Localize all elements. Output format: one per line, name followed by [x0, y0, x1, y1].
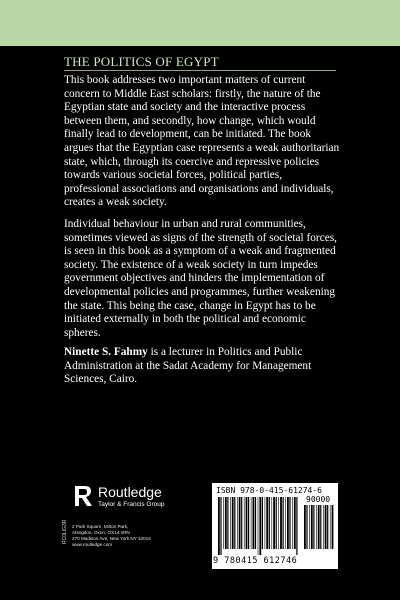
barcode-bar [320, 505, 321, 549]
barcode-bar [323, 505, 324, 549]
barcode-bar [318, 505, 320, 549]
address-line: 2 Park Square, Milton Park, [72, 524, 129, 529]
barcode-bar [325, 505, 327, 549]
barcode-bar [280, 497, 282, 549]
address-line: Abingdon, Oxon, OX14 4RN [72, 530, 130, 535]
blurb-paragraph-2: Individual behaviour in urban and rural communities, sometimes viewed as signs of the strength of societal forces, is seen in this book as a symptom of a weak and fragmented society. The existence of a weak society in turn impedes government objectives and hinders the implementation of developmental policies and programmes, further weakening the state. This being the case, change in Egypt has to be initiated externally in both the political and economic spheres. [64, 217, 337, 339]
price-addon-code: 90000 [306, 495, 331, 504]
ean-barcode [218, 497, 300, 555]
barcode-bar [316, 505, 317, 549]
barcode-bar [272, 497, 273, 549]
barcode-bar [234, 497, 235, 549]
barcode-bar [220, 497, 221, 555]
barcode-bar [232, 497, 234, 549]
publisher-website: www.routledge.com [72, 542, 113, 547]
barcode-bar [294, 497, 296, 549]
barcode-bar [255, 497, 256, 549]
publisher-group: Taylor & Francis Group [98, 501, 165, 508]
barcode-bar [248, 497, 249, 549]
addon-barcode [304, 505, 334, 555]
barcode-bar [227, 497, 228, 549]
barcode-bar [230, 497, 231, 549]
barcode-bar [309, 505, 310, 549]
author-bio-text: is a lecturer in Politics and Public Administration at the Sadat Academy for Management Sciences, Cairo. [64, 346, 312, 386]
blurb-paragraph-1: This book addresses two important matters of current concern to Middle East scholars: firstly, the nature of the Egyptian state and society and the interactive process between them, and secondly, how change, which would finally lead to development, can be initiated. The book argues that the Egyptian case represents a weak authoritarian state, which, through its coercive and repressive policies towards various societal forces, political parties, professional associations and organisations and individuals, creates a weak society. [64, 74, 340, 209]
barcode-bar [265, 497, 266, 549]
barcode-bar [289, 497, 290, 549]
barcode-bar [332, 505, 334, 549]
barcode-panel [212, 483, 338, 569]
publisher-address [72, 524, 151, 548]
blurb [64, 74, 340, 395]
barcode-bar [304, 505, 306, 549]
barcode-bar [278, 497, 279, 549]
barcode-bar [292, 497, 293, 549]
barcode-bar [276, 497, 277, 549]
publisher-name: Routledge [98, 484, 162, 500]
barcode-bar [259, 497, 261, 555]
barcode-bar [258, 497, 259, 555]
barcode-bar [285, 497, 286, 549]
title-divider [64, 70, 336, 71]
barcode-bar [266, 497, 268, 549]
barcode-bar [223, 497, 224, 549]
barcode-bar [244, 497, 245, 549]
author-name: Ninette S. Fahmy [64, 346, 148, 359]
publisher-block [62, 480, 202, 580]
barcode-bar [218, 497, 220, 555]
barcode-bar [246, 497, 248, 549]
barcode-bar [251, 497, 252, 549]
barcode-bar [313, 505, 314, 549]
routledge-logo-icon [72, 484, 94, 508]
author-bio [64, 346, 340, 387]
barcode-bar [296, 497, 297, 555]
publisher-vertical-code: RC0LIG3R [62, 519, 68, 544]
barcode-bar [311, 505, 313, 549]
ean-digits: 9 780415 612746 [213, 556, 298, 566]
barcode-bar [273, 497, 275, 549]
cover-top-band [0, 0, 400, 46]
barcode-bar [287, 497, 289, 549]
book-title: THE POLITICS OF EGYPT [64, 54, 219, 69]
barcode-bar [239, 497, 241, 549]
barcode-bar [262, 497, 263, 549]
barcode-bar [306, 505, 307, 549]
barcode-bar [225, 497, 227, 549]
barcode-bar [237, 497, 238, 549]
barcode-bar [327, 505, 328, 549]
barcode-bar [283, 497, 284, 549]
address-line: 270 Madison Ave, New York NY 10016 [72, 536, 151, 541]
barcode-bar [269, 497, 270, 549]
barcode-bar [241, 497, 242, 549]
barcode-bar [330, 505, 331, 549]
barcode-bar [253, 497, 255, 549]
isbn-label: ISBN 978-0-415-61274-6 [216, 486, 322, 495]
